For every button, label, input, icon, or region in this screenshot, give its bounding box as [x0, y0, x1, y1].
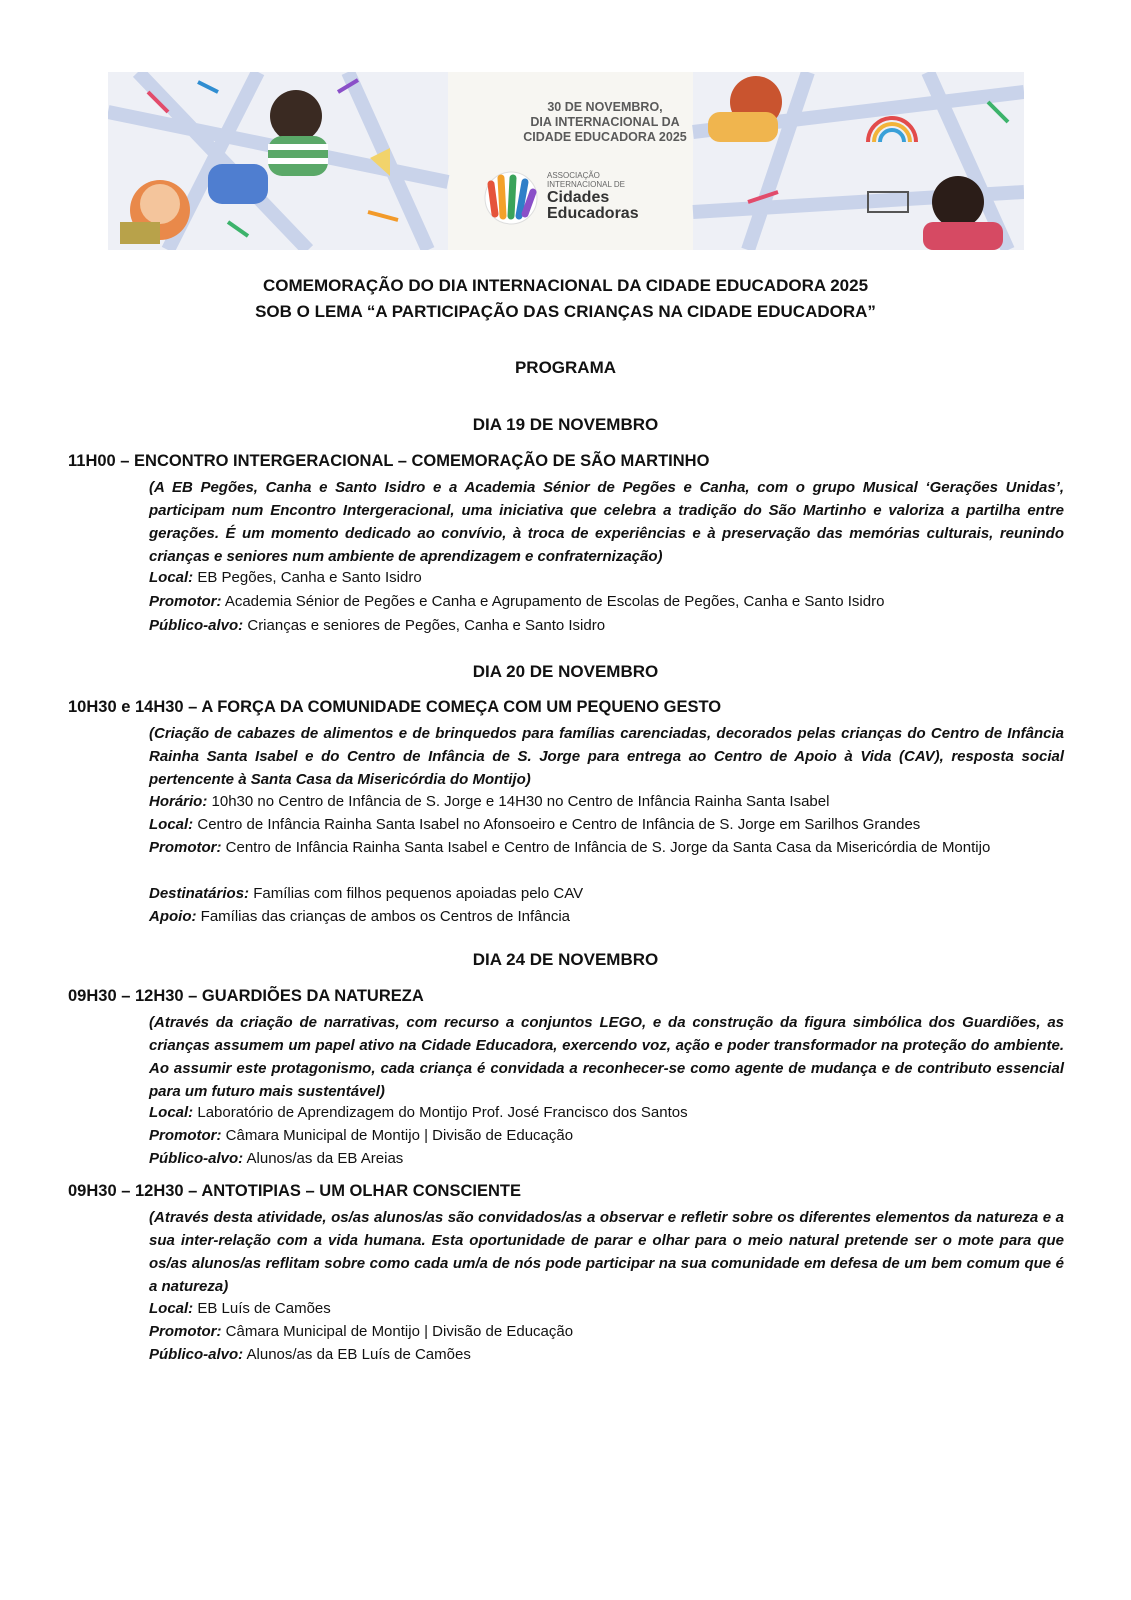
event-field-promotor: Promotor: Academia Sénior de Pegões e Canha e Agrupamento de Escolas de Pegões, Canha e Santo Isidro — [149, 593, 885, 610]
page-title-line-2: SOB O LEMA “A PARTICIPAÇÃO DAS CRIANÇAS NA CIDADE EDUCADORA” — [255, 302, 876, 321]
event-description: (A EB Pegões, Canha e Santo Isidro e a Academia Sénior de Pegões e Canha, com o grupo Musical ‘Gerações Unidas’, participam num Encontro Intergeracional, uma iniciativa que celebra a tradição do São Martinho e valoriza a partilha entre gerações. É um momento dedicado ao convívio, à troca de experiências e à preservação das memórias culturais, reunindo crianças e seniores num ambiente de aprendizagem e confraternização) — [149, 479, 1064, 565]
banner-line-1: 30 DE NOVEMBRO, — [547, 100, 663, 114]
event-field-promotor: Promotor: Câmara Municipal de Montijo | Divisão de Educação — [149, 1127, 574, 1144]
event-field-local: Local: EB Luís de Camões — [149, 1300, 331, 1317]
banner-date-text — [490, 100, 720, 145]
event-field-local: Local: Laboratório de Aprendizagem do Montijo Prof. José Francisco dos Santos — [149, 1104, 688, 1121]
event-field-horario: Horário: 10h30 no Centro de Infância de S. Jorge e 14H30 no Centro de Infância Rainha Santa Isabel — [149, 793, 830, 810]
logo-small-text: ASSOCIAÇÃO INTERNACIONAL DE — [547, 171, 625, 189]
event-field-local: Local: Centro de Infância Rainha Santa Isabel no Afonsoeiro e Centro de Infância de S. Jorge em Sarilhos Grandes — [149, 816, 921, 833]
banner-line-2: DIA INTERNACIONAL DA — [530, 115, 680, 129]
event-field-publico: Público-alvo: Crianças e seniores de Pegões, Canha e Santo Isidro — [149, 617, 606, 634]
event-field-publico: Público-alvo: Alunos/as da EB Areias — [149, 1150, 404, 1167]
event-title: 11H00 – ENCONTRO INTERGERACIONAL – COMEMORAÇÃO DE SÃO MARTINHO — [68, 452, 710, 470]
header-banner — [108, 72, 1024, 250]
banner-line-3: CIDADE EDUCADORA 2025 — [523, 130, 687, 144]
page-title-line-1: COMEMORAÇÃO DO DIA INTERNACIONAL DA CIDADE EDUCADORA 2025 — [262, 276, 869, 295]
event-field-promotor: Promotor: Câmara Municipal de Montijo | Divisão de Educação — [149, 1323, 574, 1340]
event-description: (Criação de cabazes de alimentos e de brinquedos para famílias carenciadas, decorados pelas crianças do Centro de Infância Rainha Santa Isabel e do Centro de Infância de S. Jorge para entrega ao Centro de Apoio à Vida (CAV), resposta social pertencente à Santa Casa da Misericórdia do Montijo) — [149, 725, 1064, 788]
event-title: 10H30 e 14H30 – A FORÇA DA COMUNIDADE COMEÇA COM UM PEQUENO GESTO — [68, 698, 722, 716]
day-heading: DIA 24 DE NOVEMBRO — [472, 950, 659, 969]
cidades-educadoras-logo — [481, 170, 681, 230]
event-title: 09H30 – 12H30 – GUARDIÕES DA NATUREZA — [68, 987, 424, 1005]
logo-big-text: Cidades Educadoras — [547, 189, 639, 222]
event-description: (Através desta atividade, os/as alunos/as são convidados/as a observar e refletir sobre os diferentes elementos da natureza e a sua inter-relação com a vida humana. Esta oportunidade de parar e olhar para o meio natural pretende ser o mote para que os/as alunos/as reflitam sobre como cada um/a de nós pode participar na sua comunidade em defesa de um bem comum que é a natureza) — [149, 1209, 1064, 1295]
event-field-promotor: Promotor: Centro de Infância Rainha Santa Isabel e Centro de Infância de S. Jorge da Santa Casa da Misericórdia de Montijo — [149, 839, 991, 856]
day-heading: DIA 19 DE NOVEMBRO — [472, 415, 659, 434]
programa-heading: PROGRAMA — [514, 358, 617, 377]
event-description: (Através da criação de narrativas, com recurso a conjuntos LEGO, e da construção da figura simbólica dos Guardiões, as crianças assumem um papel ativo na Cidade Educadora, exercendo voz, ação e poder transformador na proteção do ambiente. Ao assumir este protagonismo, cada criança é convidada a reconhecer-se como agente de mudança e de contributo essencial para um futuro mais sustentável) — [149, 1014, 1064, 1100]
event-field-destinatarios: Destinatários: Famílias com filhos pequenos apoiadas pelo CAV — [149, 885, 584, 902]
event-title: 09H30 – 12H30 – ANTOTIPIAS – UM OLHAR CONSCIENTE — [68, 1182, 521, 1200]
event-field-local: Local: EB Pegões, Canha e Santo Isidro — [149, 569, 422, 586]
event-field-publico: Público-alvo: Alunos/as da EB Luís de Camões — [149, 1346, 471, 1363]
day-heading: DIA 20 DE NOVEMBRO — [472, 662, 659, 681]
event-field-apoio: Apoio: Famílias das crianças de ambos os Centros de Infância — [149, 908, 570, 925]
